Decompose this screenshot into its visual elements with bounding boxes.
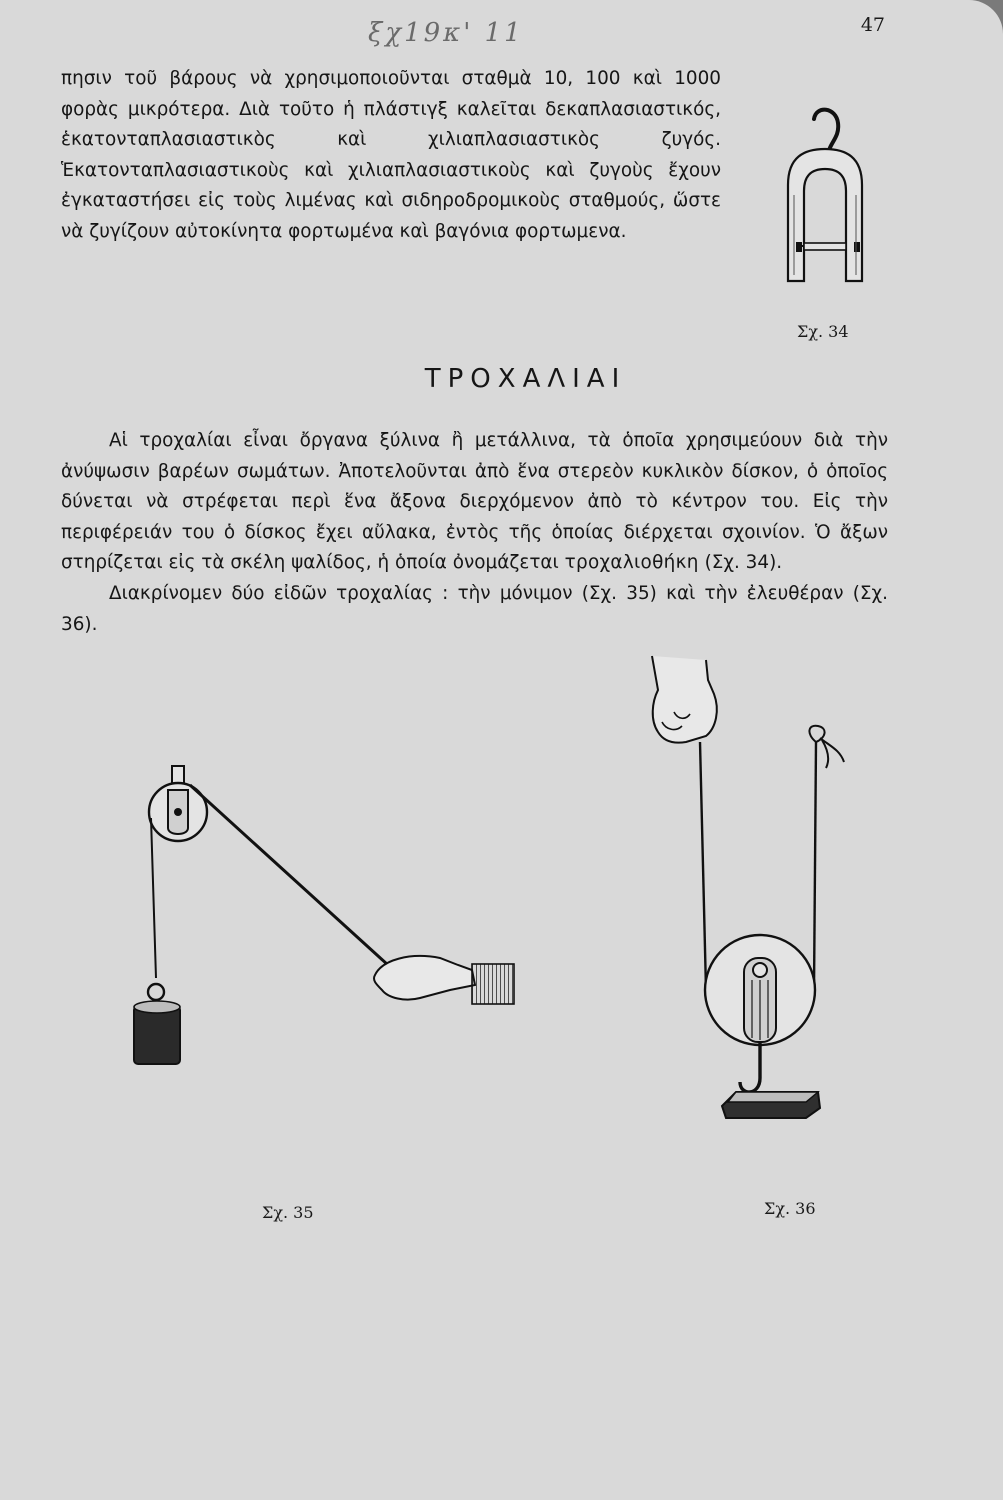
- weight-top-face: [728, 1092, 818, 1102]
- figure-36-caption: Σχ. 36: [764, 1199, 816, 1218]
- handwritten-note: ξχ19κ' 11: [368, 18, 524, 48]
- figure-35-fixed-pulley: [120, 760, 540, 1100]
- hook-icon: [740, 1042, 760, 1092]
- axle-nut-left: [796, 242, 802, 252]
- term-pulley-block: τροχαλιοθήκη: [564, 552, 699, 574]
- paragraph1-reference: (Σχ. 34).: [704, 552, 783, 574]
- page-number: 47: [860, 14, 885, 36]
- pulley-block-frame: [788, 149, 862, 281]
- weight-top: [134, 1001, 180, 1013]
- main-body: [61, 426, 888, 640]
- figure-34-caption: Σχ. 34: [797, 322, 849, 341]
- rope-left: [700, 742, 706, 990]
- rope-knot: [809, 726, 844, 768]
- pulley-axle: [174, 808, 182, 816]
- figure-36-free-pulley: [630, 650, 860, 1180]
- weight-ring: [148, 984, 164, 1000]
- pulley-axle: [753, 963, 767, 977]
- rope-to-weight: [151, 818, 156, 978]
- pulley-block-axle: [804, 243, 846, 250]
- paragraph1-text: Αἱ τροχαλίαι εἶναι ὄργανα ξύλινα ἢ μετάλλινα, τὰ ὁποῖα χρησιμεύουν διὰ τὴν ἀνύψωσιν βαρέων σωμάτων. Ἀποτελοῦνται ἀπὸ ἕνα στερεὸν κυκλικὸν δίσκον, ὁ ὁποῖος δύνεται νὰ στρέφεται περὶ ἕνα ἄξονα διερχόμενον ἀπὸ τὸ κέντρον του. Εἰς τὴν περιφέρειάν του ὁ δίσκος ἔχει αὔλακα, ἐντὸς τῆς ὁποίας διέρχεται σχοινίον. Ὁ ἄξων στηρίζεται εἰς τὰ σκέλη ψαλίδος, ἡ ὁποία ὀνομάζεται: [61, 430, 888, 574]
- figure-35-caption: Σχ. 35: [262, 1203, 314, 1222]
- rope-right: [814, 742, 816, 990]
- axle-nut: [854, 242, 860, 252]
- paragraph-pulley-types: Διακρίνομεν δύο εἰδῶν τροχαλίας : τὴν μόνιμον (Σχ. 35) καὶ τὴν ἐλευθέραν (Σχ. 36).: [61, 582, 888, 635]
- intro-paragraph: [61, 64, 721, 248]
- rope-to-hand: [190, 785, 388, 965]
- weight-cylinder: [134, 1006, 180, 1064]
- figure-34-pulley-block: [770, 95, 880, 295]
- hand-icon: [374, 956, 475, 1000]
- hand-icon: [652, 656, 717, 743]
- intro-text: πησιν τοῦ βάρους νὰ χρησιμοποιοῦνται σταθμὰ 10, 100 καὶ 1000 φορὰς μικρότερα. Διὰ τοῦτο ἡ πλάστιγξ καλεῖται δεκαπλασιαστικός, ἑκατονταπλασιαστικὸς καὶ χιλιαπλασιαστικὸς ζυγός. Ἑκατονταπλασιαστικοὺς καὶ χιλιαπλασιαστικοὺς καὶ ζυγοὺς ἔχουν ἐγκαταστήσει εἰς τοὺς λιμένας καὶ σιδηροδρομικοὺς σταθμούς, ὥστε νὰ ζυγίζουν αὐτοκίνητα φορτωμένα καὶ βαγόνια φορτωμενα.: [61, 68, 721, 242]
- sleeve-cuff: [472, 964, 514, 1004]
- section-title: ΤΡΟΧΑΛΙΑΙ: [424, 364, 627, 394]
- paragraph-pulleys-definition: [61, 426, 888, 579]
